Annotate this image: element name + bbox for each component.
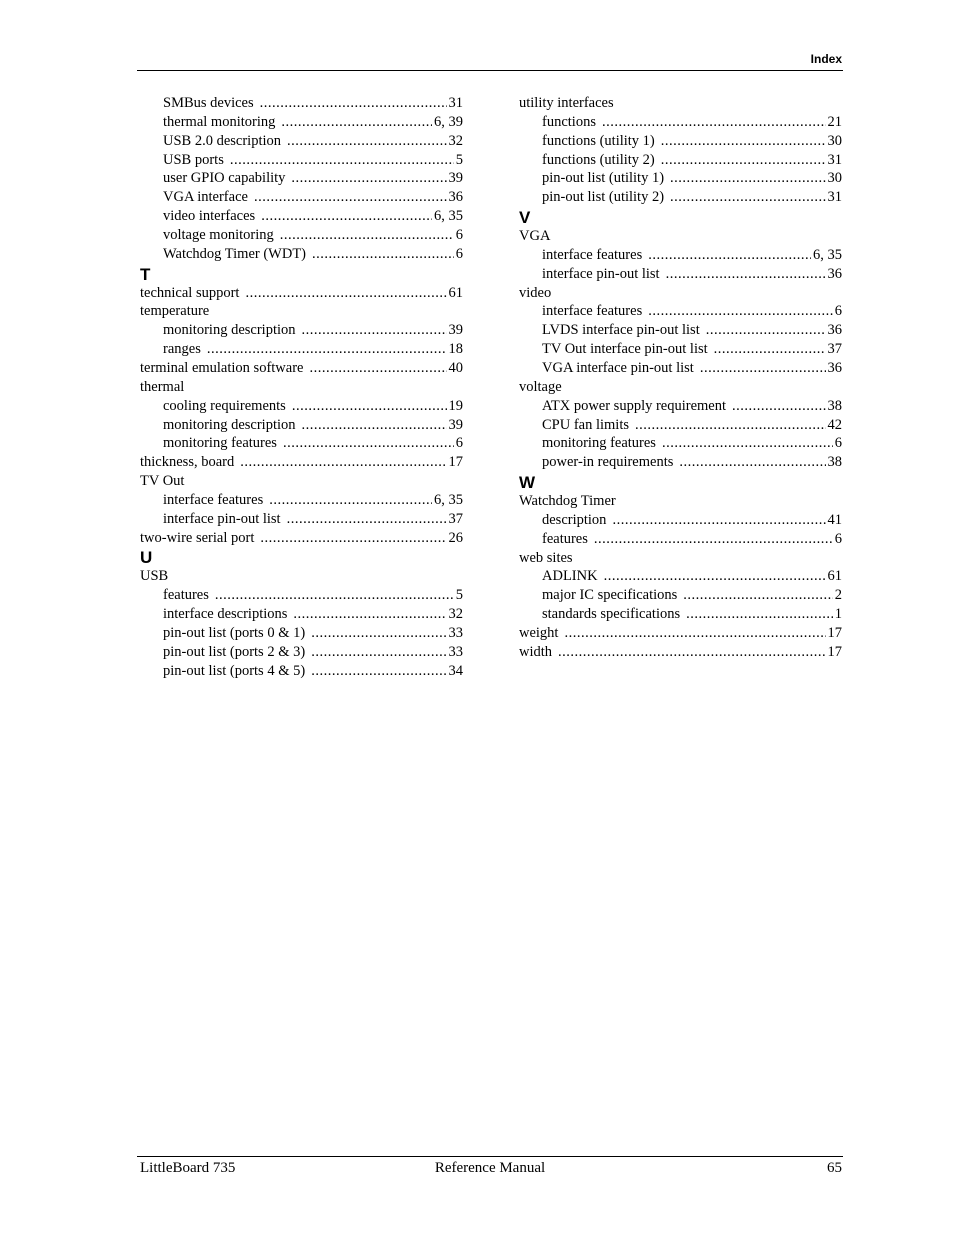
index-subentry [140,662,463,681]
index-term: LVDS interface pin-out list [542,322,700,339]
dot-leader [594,530,833,549]
index-term: features [163,587,209,604]
footer-page-number: 65 [827,1160,842,1176]
dot-leader [302,321,447,340]
index-page-reference: 17 [448,454,463,471]
dot-leader [215,586,454,605]
dot-leader [635,416,825,435]
index-term: SMBus devices [163,95,254,111]
dot-leader [309,359,446,378]
index-page-reference: 36 [827,265,842,282]
dot-leader [280,226,454,245]
index-page-reference: 6 [455,245,463,262]
index-subentry [519,188,842,207]
dot-leader [245,284,446,303]
dot-leader [287,132,446,151]
index-page-reference: 32 [448,606,463,623]
dot-leader [604,567,826,586]
index-page-reference: 42 [827,416,842,433]
index-term: CPU fan limits [542,416,630,433]
index-subentry [140,586,463,605]
index-subentry [519,151,842,170]
index-entry [519,492,842,511]
index-subentry [140,397,463,416]
index-subentry [140,151,463,170]
dot-leader [292,397,447,416]
index-subentry [140,321,463,340]
dot-leader [648,302,833,321]
index-term: functions (utility 2) [542,151,655,168]
index-page-reference: 37 [827,341,842,358]
dot-leader [240,453,446,472]
index-subentry [519,321,842,340]
index-subentry [519,397,842,416]
index-page-reference: 31 [448,95,463,111]
index-term: user GPIO capability [163,170,286,187]
dot-leader [686,605,833,624]
dot-leader [714,340,826,359]
index-term: monitoring description [163,322,296,339]
dot-leader [612,511,825,530]
index-term: pin-out list (ports 4 & 5) [163,662,306,679]
index-term: functions (utility 1) [542,132,655,149]
dot-leader [281,113,432,132]
index-subentry [140,94,463,113]
index-term: pin-out list (ports 2 & 3) [163,643,306,660]
index-entry [519,643,842,662]
dot-leader [312,245,454,264]
index-page-reference: 17 [827,643,842,660]
index-page-reference: 6, 35 [434,208,463,225]
index-entry [140,453,463,472]
index-subentry [519,265,842,284]
index-subentry [519,567,842,586]
index-page-reference: 26 [448,529,463,546]
dot-leader [661,132,826,151]
index-term: ATX power supply requirement [542,397,727,414]
index-term: interface descriptions [163,606,288,623]
index-term: Watchdog Timer (WDT) [163,245,307,262]
index-term: power-in requirements [542,454,674,471]
index-page-reference: 39 [448,322,463,339]
index-page-reference: 34 [448,662,463,679]
index-page-reference: 6 [455,435,463,452]
index-entry [140,359,463,378]
index-term: pin-out list (utility 1) [542,170,665,187]
index-subentry [140,434,463,453]
index-term: interface features [542,246,643,263]
dot-leader [732,397,825,416]
index-subentry [140,226,463,245]
index-entry [140,302,463,321]
index-term: VGA interface pin-out list [542,359,694,376]
index-term: video interfaces [163,208,256,225]
footer-doc-title: Reference Manual [434,1160,546,1176]
index-entry [140,529,463,548]
dot-leader [291,169,446,188]
index-term: TV Out interface pin-out list [542,341,708,358]
index-page-reference: 36 [827,359,842,376]
index-term: video [519,284,552,301]
dot-leader [679,453,825,472]
index-term: functions [542,113,596,130]
index-term: description [542,511,607,528]
index-term: interface pin-out list [163,510,281,527]
index-subentry [519,340,842,359]
index-page-reference: 31 [827,189,842,206]
index-page-reference: 21 [827,113,842,130]
index-subentry [519,416,842,435]
dot-leader [207,340,447,359]
index-page-reference: 39 [448,170,463,187]
index-subentry [519,132,842,151]
index-page-reference: 6, 35 [434,491,463,508]
index-page-reference: 33 [448,643,463,660]
dot-leader [602,113,826,132]
index-page-reference: 18 [448,341,463,358]
index-section-letter: T [140,264,151,284]
index-subentry [519,434,842,453]
dot-leader [700,359,826,378]
index-page-reference: 61 [448,284,463,301]
index-subentry [140,132,463,151]
index-page-reference: 5 [455,587,463,604]
index-term: ranges [163,341,201,358]
dot-leader [260,529,446,548]
index-page-reference: 36 [448,189,463,206]
index-entry [519,378,842,397]
index-entry [519,549,842,568]
index-subentry [140,491,463,510]
index-subentry [140,643,463,662]
footer-rule [137,1156,843,1157]
index-subentry [140,605,463,624]
index-term: major IC specifications [542,587,678,604]
index-term: interface features [163,491,264,508]
index-page-reference: 37 [448,510,463,527]
index-page-reference: 1 [834,606,842,623]
index-subentry [140,340,463,359]
index-subentry [519,113,842,132]
index-subentry [140,624,463,643]
index-page-reference: 6 [834,435,842,452]
dot-leader [706,321,826,340]
index-term: weight [519,624,559,641]
dot-leader [666,265,826,284]
dot-leader [670,169,825,188]
dot-leader [260,94,447,113]
index-page-reference: 6 [834,530,842,547]
index-page-reference: 36 [827,322,842,339]
index-subentry [519,453,842,472]
index-term: voltage monitoring [163,226,274,243]
dot-leader [662,434,833,453]
index-term: interface features [542,303,643,320]
dot-leader [683,586,832,605]
index-term: Watchdog Timer [519,493,616,510]
index-term: monitoring features [163,435,277,452]
index-entry [140,472,463,491]
index-term: standards specifications [542,606,681,623]
index-term: monitoring description [163,416,296,433]
header-rule [137,70,843,71]
index-entry [140,284,463,303]
index-subentry [519,605,842,624]
dot-leader [302,416,447,435]
index-page-reference: 38 [827,454,842,471]
index-term: terminal emulation software [140,359,304,376]
index-page-reference: 6, 35 [813,246,842,263]
index-term: ADLINK [542,568,598,585]
index-page-reference: 31 [827,151,842,168]
index-term: pin-out list (ports 0 & 1) [163,624,306,641]
index-term: monitoring features [542,435,656,452]
index-page-reference: 32 [448,132,463,149]
running-header-title: Index [810,52,842,66]
index-subentry [519,586,842,605]
index-page-reference: 61 [827,568,842,585]
dot-leader [261,207,432,226]
index-subentry [140,113,463,132]
index-page-reference: 40 [448,359,463,376]
index-page-reference: 17 [827,624,842,641]
index-term: features [542,530,588,547]
index-page-reference: 30 [827,132,842,149]
index-entry [519,624,842,643]
index-entry [140,567,463,586]
index-term: temperature [140,303,210,320]
index-subentry [140,416,463,435]
index-page-reference: 6 [455,226,463,243]
dot-leader [558,643,825,662]
index-term: TV Out [140,473,185,490]
index-page-reference: 2 [834,587,842,604]
index-entry [519,227,842,246]
dot-leader [311,662,446,681]
index-subentry [140,245,463,264]
index-page-reference: 38 [827,397,842,414]
index-term: thickness, board [140,454,235,471]
index-term: web sites [519,549,573,566]
index-term: interface pin-out list [542,265,660,282]
index-subentry [140,169,463,188]
index-subentry [519,246,842,265]
index-term: pin-out list (utility 2) [542,189,665,206]
index-subentry [140,207,463,226]
index-term: width [519,643,553,660]
dot-leader [293,605,446,624]
index-page-reference: 39 [448,416,463,433]
dot-leader [230,151,454,170]
index-term: USB [140,568,169,585]
index-term: technical support [140,284,240,301]
dot-leader [287,510,447,529]
index-entry [519,284,842,303]
dot-leader [648,246,811,265]
index-entry [519,94,842,113]
dot-leader [670,188,825,207]
index-page-reference: 30 [827,170,842,187]
index-section-letter: U [140,548,153,568]
index-section-letter: W [519,473,536,493]
index-term: VGA [519,228,551,245]
dot-leader [564,624,825,643]
index-page-reference: 5 [455,151,463,168]
index-term: voltage [519,378,562,395]
dot-leader [254,188,447,207]
index-subentry [519,169,842,188]
index-subentry [519,511,842,530]
dot-leader [661,151,826,170]
index-subentry [519,530,842,549]
index-page-reference: 6 [834,303,842,320]
index-column-left [140,94,463,680]
index-column-right [519,94,842,662]
dot-leader [311,624,446,643]
index-page-reference: 6, 39 [434,113,463,130]
index-term: VGA interface [163,189,248,206]
index-subentry [519,359,842,378]
index-term: utility interfaces [519,95,614,111]
index-term: cooling requirements [163,397,286,414]
index-page-reference: 19 [448,397,463,414]
index-page-reference: 33 [448,624,463,641]
index-subentry [140,188,463,207]
index-section-letter: V [519,208,531,228]
index-entry [140,378,463,397]
index-term: USB ports [163,151,224,168]
dot-leader [311,643,446,662]
index-term: thermal [140,378,185,395]
index-subentry [519,302,842,321]
index-subentry [140,510,463,529]
index-term: two-wire serial port [140,529,255,546]
dot-leader [283,434,454,453]
index-term: USB 2.0 description [163,132,282,149]
index-term: thermal monitoring [163,113,276,130]
dot-leader [269,491,432,510]
footer-product: LittleBoard 735 [140,1160,236,1176]
index-page-reference: 41 [827,511,842,528]
